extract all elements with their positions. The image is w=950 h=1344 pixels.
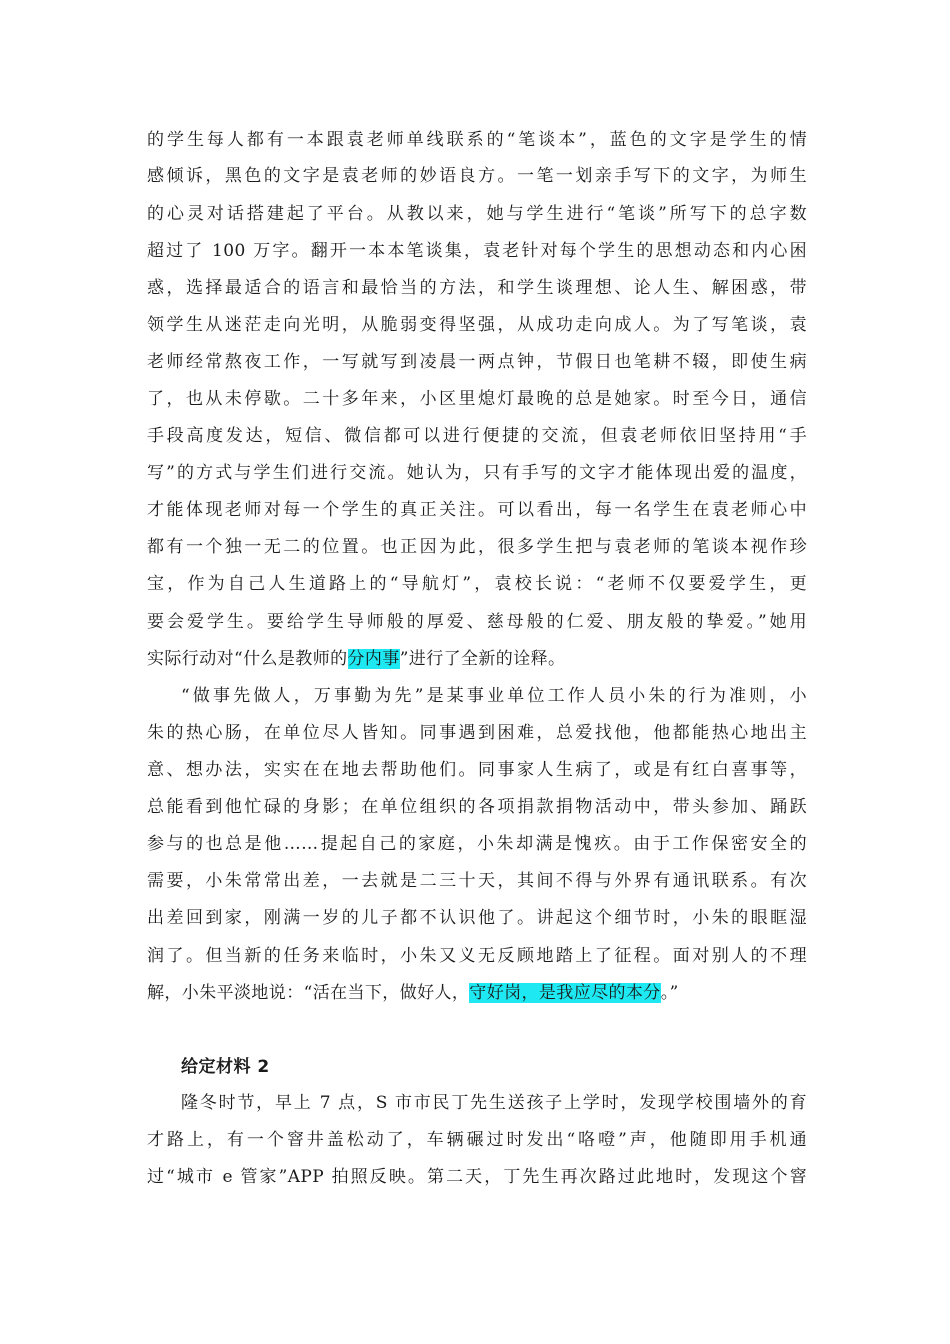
paragraph1-line: 的学生每人都有一本跟袁老师单线联系的“笔谈本”，蓝色的文字是学生的情 (147, 130, 807, 150)
section-heading: 给定材料 2 (181, 1057, 270, 1077)
section2-first-line: 隆冬时节，早上 7 点，S 市市民丁先生送孩子上学时，发现学校围墙外的育 (181, 1093, 807, 1113)
paragraph2-line: 总能看到他忙碌的身影；在单位组织的各项捐款捐物活动中，带头参加、踊跃 (147, 797, 807, 817)
section2-line: 才路上，有一个窨井盖松动了，车辆碾过时发出“咯噔”声，他随即用手机通 (147, 1130, 807, 1150)
paragraph1-line: 要会爱学生。要给学生导师般的厚爱、慈母般的仁爱、朋友般的挚爱。”她用 (147, 612, 807, 632)
paragraph2-last-line (147, 982, 807, 1004)
paragraph1-line: 惑，选择最适合的语言和最恰当的方法，和学生谈理想、论人生、解困惑，带 (147, 278, 807, 298)
paragraph2-line: 润了。但当新的任务来临时，小朱又义无反顾地踏上了征程。面对别人的不理 (147, 946, 807, 966)
paragraph2-line: 意、想办法，实实在在地去帮助他们。同事家人生病了，或是有红白喜事等， (147, 760, 807, 780)
paragraph2-line: 参与的也总是他……提起自己的家庭，小朱却满是愧疚。由于工作保密安全的 (147, 834, 807, 854)
paragraph1-line: 领学生从迷茫走向光明，从脆弱变得坚强，从成功走向成人。为了写笔谈，袁 (147, 315, 807, 335)
paragraph2-last-after: 。” (660, 983, 679, 1003)
paragraph1-line: 都有一个独一无二的位置。也正因为此，很多学生把与袁老师的笔谈本视作珍 (147, 537, 807, 557)
paragraph1-line: 写”的方式与学生们进行交流。她认为，只有手写的文字才能体现出爱的温度， (147, 463, 807, 483)
paragraph2-first-line: “做事先做人，万事勤为先”是某事业单位工作人员小朱的行为准则，小 (181, 686, 807, 706)
paragraph2-last-before: 解，小朱平淡地说：“活在当下，做好人， (147, 983, 470, 1003)
paragraph1-line: 的心灵对话搭建起了平台。从教以来，她与学生进行“笔谈”所写下的总字数 (147, 204, 807, 224)
paragraph1-line: 才能体现老师对每一个学生的真正关注。可以看出，每一名学生在袁老师心中 (147, 500, 807, 520)
paragraph1-line: 感倾诉，黑色的文字是袁老师的妙语良方。一笔一划亲手写下的文字，为师生 (147, 166, 807, 186)
paragraph1-line: 手段高度发达，短信、微信都可以进行便捷的交流，但袁老师依旧坚持用“手 (147, 426, 807, 446)
paragraph1-last-before: 实际行动对“什么是教师的 (147, 649, 348, 669)
paragraph1-line: 老师经常熬夜工作，一写就写到凌晨一两点钟，节假日也笔耕不辍，即使生病 (147, 352, 807, 372)
paragraph1-last-line (147, 648, 807, 670)
section2-line: 过“城市 e 管家”APP 拍照反映。第二天，丁先生再次路过此地时，发现这个窨 (147, 1167, 807, 1187)
highlighted-text: 分内事 (347, 649, 400, 669)
paragraph1-line: 了，也从未停歇。二十多年来，小区里熄灯最晚的总是她家。时至今日，通信 (147, 389, 807, 409)
paragraph2-line: 朱的热心肠，在单位尽人皆知。同事遇到困难，总爱找他，他都能热心地出主 (147, 723, 807, 743)
highlighted-text: 守好岗，是我应尽的本分 (469, 983, 661, 1003)
paragraph1-line: 宝，作为自己人生道路上的“导航灯”，袁校长说：“老师不仅要爱学生，更 (147, 574, 807, 594)
paragraph1-line: 超过了 100 万字。翻开一本本笔谈集，袁老针对每个学生的思想动态和内心困 (147, 241, 807, 261)
paragraph2-line: 出差回到家，刚满一岁的儿子都不认识他了。讲起这个细节时，小朱的眼眶湿 (147, 908, 807, 928)
paragraph2-line: 需要，小朱常常出差，一去就是二三十天，其间不得与外界有通讯联系。有次 (147, 871, 807, 891)
paragraph1-last-after: ”进行了全新的诠释。 (399, 649, 566, 669)
